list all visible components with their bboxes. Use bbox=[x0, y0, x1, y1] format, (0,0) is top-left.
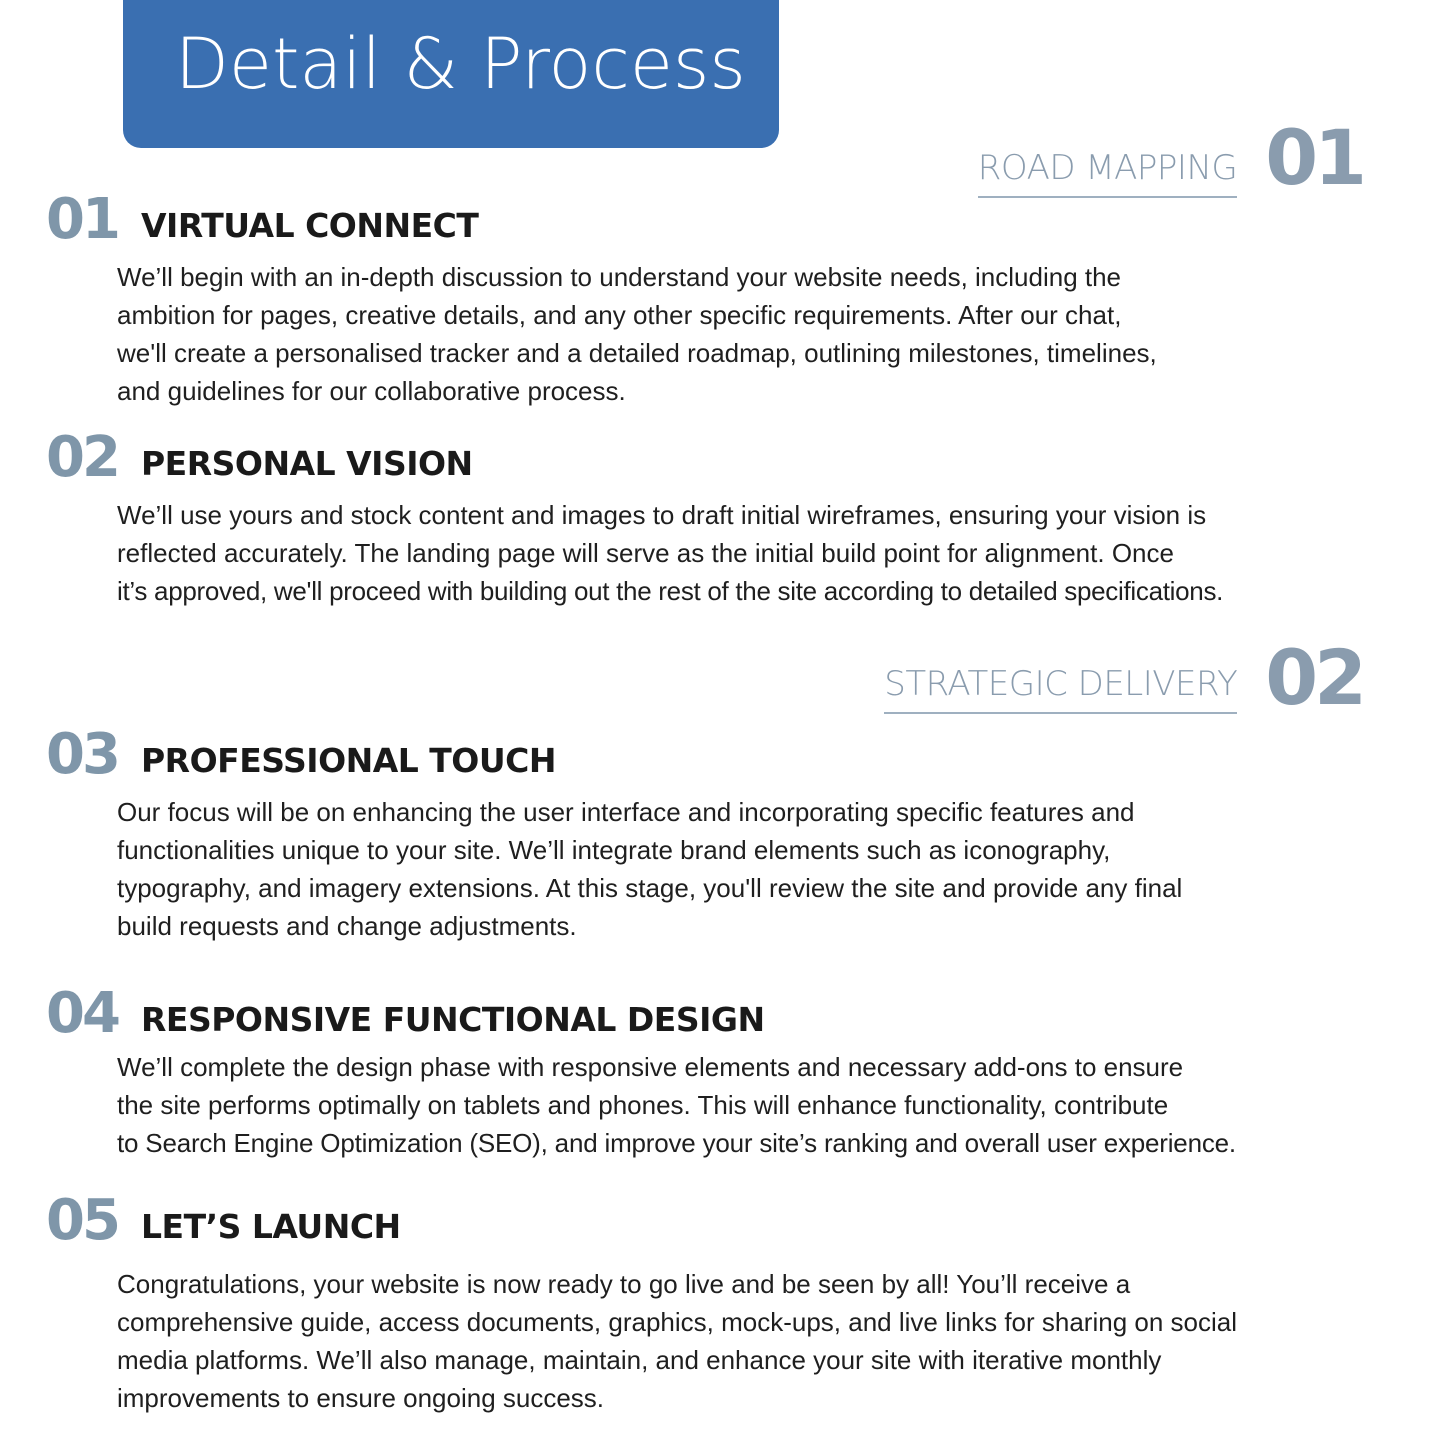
description-line: comprehensive guide, access documents, graphics, mock-ups, and live links for sharing on social bbox=[117, 1307, 1237, 1337]
description-line: to Search Engine Optimization (SEO), and improve your site’s ranking and overall user experience. bbox=[117, 1128, 1236, 1158]
description-line: reflected accurately. The landing page will serve as the initial build point for alignment. Once bbox=[117, 538, 1174, 568]
description-line: improvements to ensure ongoing success. bbox=[117, 1383, 605, 1413]
description-line: media platforms. We’ll also manage, maintain, and enhance your site with iterative monthly bbox=[117, 1345, 1162, 1375]
description-line: We’ll begin with an in-depth discussion to understand your website needs, including the bbox=[117, 262, 1122, 292]
phase-underline bbox=[884, 712, 1237, 714]
step-description bbox=[117, 258, 1427, 410]
page-title: Detail & Process bbox=[175, 23, 746, 105]
phase-number: 01 bbox=[1265, 113, 1363, 202]
step-description bbox=[117, 496, 1427, 610]
description-line: We’ll use yours and stock content and images to draft initial wireframes, ensuring your vision is bbox=[117, 500, 1207, 530]
description-line: and guidelines for our collaborative process. bbox=[117, 376, 626, 406]
phase-road-mapping bbox=[977, 113, 1363, 202]
step-description bbox=[117, 793, 1427, 945]
description-line: the site performs optimally on tablets and phones. This will enhance functionality, contribute bbox=[117, 1090, 1169, 1120]
description-line: we'll create a personalised tracker and a detailed roadmap, outlining milestones, timelines, bbox=[117, 338, 1157, 368]
phase-strategic-delivery bbox=[884, 633, 1363, 722]
step-number: 01 bbox=[46, 187, 118, 252]
description-line: it’s approved, we'll proceed with building out the rest of the site according to detailed specifications. bbox=[117, 576, 1224, 606]
step-description bbox=[117, 1265, 1427, 1417]
step-title: LET’S LAUNCH bbox=[141, 1207, 401, 1246]
step-title: PROFESSIONAL TOUCH bbox=[141, 741, 556, 780]
step-description bbox=[117, 1048, 1427, 1162]
description-line: build requests and change adjustments. bbox=[117, 911, 577, 941]
step-title: VIRTUAL CONNECT bbox=[141, 206, 479, 245]
step-number: 05 bbox=[46, 1188, 118, 1253]
description-line: typography, and imagery extensions. At this stage, you'll review the site and provide any final bbox=[117, 873, 1183, 903]
phase-label: ROAD MAPPING bbox=[977, 148, 1238, 188]
phase-label: STRATEGIC DELIVERY bbox=[884, 664, 1238, 704]
header-banner bbox=[123, 0, 779, 148]
step-title: PERSONAL VISION bbox=[141, 444, 473, 483]
description-line: functionalities unique to your site. We’ll integrate brand elements such as iconography, bbox=[117, 835, 1111, 865]
description-line: Our focus will be on enhancing the user interface and incorporating specific features and bbox=[117, 797, 1135, 827]
step-number: 04 bbox=[46, 981, 118, 1046]
description-line: ambition for pages, creative details, and any other specific requirements. After our chat, bbox=[117, 300, 1122, 330]
phase-label-group bbox=[978, 124, 1237, 198]
description-line: Congratulations, your website is now ready to go live and be seen by all! You’ll receive a bbox=[117, 1269, 1131, 1299]
step-title: RESPONSIVE FUNCTIONAL DESIGN bbox=[141, 1000, 765, 1039]
description-line: We’ll complete the design phase with responsive elements and necessary add-ons to ensure bbox=[117, 1052, 1184, 1082]
phase-label-group bbox=[884, 644, 1237, 714]
phase-number: 02 bbox=[1265, 633, 1363, 722]
phase-underline bbox=[978, 196, 1237, 198]
step-number: 03 bbox=[46, 722, 118, 787]
step-number: 02 bbox=[46, 425, 118, 490]
